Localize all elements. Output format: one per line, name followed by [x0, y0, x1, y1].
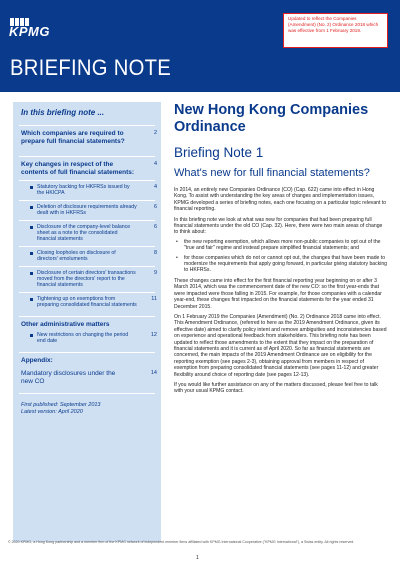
toc-subitem[interactable]: [13, 184, 161, 197]
toc-sublabel: Deletion of disclosure requirements already dealt with in HKFRSs: [21, 204, 137, 217]
divider: [19, 156, 155, 157]
toc-item[interactable]: [13, 370, 161, 386]
page-title: New Hong Kong Companies Ordinance: [174, 102, 369, 135]
update-notice: Updated to reflect the Companies (Amendment) (No. 2) Ordinance 2018 which was effective from 1 February 2019.: [283, 13, 388, 48]
paragraph: In this briefing note we look at what was new for companies that had been preparing full financial statements under the old CO (Cap. 32). Here, there were two main areas of change to think about:: [174, 216, 383, 236]
toc-page: 12: [150, 331, 157, 338]
page-number: 1: [196, 555, 199, 561]
page-subtitle: Briefing Note 1: [174, 145, 264, 160]
appendix-title: Appendix:: [21, 356, 53, 364]
toc-subitem[interactable]: [13, 332, 161, 345]
toc-item[interactable]: [13, 130, 161, 146]
header-banner: [0, 0, 400, 92]
first-published: First published: September 2013: [21, 401, 101, 408]
toc-page: 4: [153, 161, 157, 167]
sidebar-title: In this briefing note ...: [21, 108, 105, 117]
toc-sublabel: Disclosure of certain directors' transactions moved from the directors' report to the financial statements: [21, 270, 137, 289]
toc-page: 11: [151, 295, 157, 302]
paragraph: On 1 February 2019 the Companies (Amendment) (No. 2) Ordinance 2018 came into effect. This Amendment Ordinance, (referred to here as the 2019 Amendment Ordinance, given its effective date) aimed to clarify policy intent and remove ambiguities and inconsistencies based on experience and operational feedback from stakeholders. This briefing note has been updated to reflect those amendments to the extent that they impact on the preparation of financial statements and it is current as of April 2020. So far as financial statements are concerned, the main impacts of the 2019 Amendment Ordinance are on eligibility for the reporting exemption (see pages 2-3), obtaining approval from members in respect of exemption from preparing consolidated financial statements (see pages 11-12) and greater flexibility around choice of reporting date (see pages 12-13).: [174, 313, 387, 378]
section-heading: What's new for full financial statements?: [174, 167, 370, 179]
toc-page: 6: [153, 223, 157, 230]
kpmg-logo: KPMG: [9, 24, 50, 39]
divider: [19, 200, 155, 201]
toc-subitem[interactable]: [13, 250, 161, 263]
briefing-note-label: BRIEFING NOTE: [10, 55, 172, 80]
toc-subitem[interactable]: [13, 270, 161, 289]
copyright-footnote: © 2020 KPMG, a Hong Kong partnership and a member firm of the KPMG network of independent member firms affiliated with KPMG International Cooperative ("KPMG International"), a Swiss entity. All rights reserved.: [8, 540, 355, 544]
toc-label: Key changes in respect of the contents of full financial statements:: [21, 161, 135, 176]
toc-sublabel: Statutory backing for HKFRSs issued by the HKICPA: [21, 184, 137, 197]
paragraph: In 2014, an entirely new Companies Ordinance (CO) (Cap. 622) came into effect in Hong Kong. To assist with understanding the key areas of changes and implementation issues, KPMG developed a series of briefing notes, each one focusing on a particular topic relevant to financial reporting.: [174, 187, 387, 213]
contents-sidebar: [13, 102, 161, 542]
publication-dates: [13, 398, 161, 420]
divider: [19, 352, 155, 353]
paragraph: If you would like further assistance on any of the matters discussed, please feel free to talk with your usual KPMG contact.: [174, 381, 378, 395]
bullet-item: • for those companies which do not or cannot opt out, the changes that have been made to modernize the requirements that apply going forward, in particular giving statutory backing to HKFRSs.: [174, 255, 388, 274]
toc-item[interactable]: [13, 161, 161, 177]
divider: [19, 246, 155, 247]
appendix-heading: [13, 357, 161, 365]
divider: [19, 220, 155, 221]
divider: [19, 316, 155, 317]
divider: [19, 180, 155, 181]
toc-subitem[interactable]: [13, 204, 161, 217]
toc-page: 8: [153, 249, 157, 256]
bullet-item: • the new reporting exemption, which allows more non-public companies to opt out of the "true and fair" regime and instead prepare simplified financial statements; and: [174, 239, 388, 252]
divider: [19, 125, 155, 126]
toc-subitem[interactable]: [13, 224, 161, 243]
toc-sublabel: New restrictions on changing the period end date: [21, 332, 137, 345]
paragraph: These changes came into effect for the first financial reporting year beginning on or after 3 March 2014, which was the commencement date of the new CO: so the first year-ends that were impacted were those falling in 2015. For example, for those companies with a calendar year-end, these changes first impacted on the financial statements for the year ended 31 December 2015.: [174, 277, 382, 310]
other-matters-heading: [13, 321, 161, 329]
toc-sublabel: Tightening up on exemptions from preparing consolidated financial statements: [21, 296, 137, 309]
toc-page: 6: [153, 203, 157, 210]
toc-sublabel: Disclosure of the company-level balance sheet as a note to the consolidated financial statements: [21, 224, 137, 243]
toc-page: 4: [153, 184, 157, 190]
toc-sublabel: Closing loopholes on disclosure of directors' emoluments: [21, 250, 137, 263]
toc-page: 14: [150, 369, 157, 376]
toc-label: Mandatory disclosures under the new CO: [21, 369, 116, 385]
divider: [19, 393, 155, 394]
latest-version: Latest version: April 2020: [21, 408, 83, 415]
divider: [19, 292, 155, 293]
toc-page: 2: [153, 130, 157, 136]
toc-subitem[interactable]: [13, 296, 161, 309]
toc-label: Which companies are required to prepare full financial statements?: [21, 130, 125, 145]
other-matters-title: Other administrative matters: [21, 320, 110, 328]
toc-page: 9: [153, 269, 157, 276]
main-content: [174, 102, 388, 395]
divider: [19, 266, 155, 267]
